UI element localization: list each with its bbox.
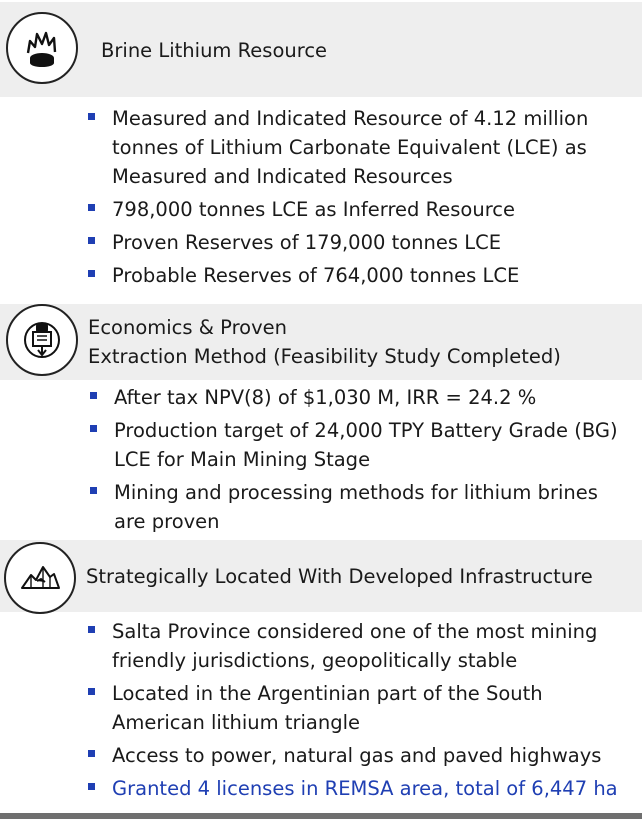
list-item: 798,000 tonnes LCE as Inferred Resource (86, 195, 606, 224)
list-item: Production target of 24,000 TPY Battery Grade (BG) LCE for Main Mining Stage (88, 416, 633, 474)
bottom-border (0, 813, 642, 819)
list-item: Located in the Argentinian part of the South American lithium triangle (86, 679, 636, 737)
list-item: Access to power, natural gas and paved highways (86, 741, 636, 770)
section-title-line: Strategically Located With Developed Infrastructure (86, 565, 593, 588)
section-title-economics (88, 313, 561, 371)
list-item: Probable Reserves of 764,000 tonnes LCE (86, 261, 606, 290)
mountain-landscape-icon (4, 542, 76, 614)
section-title-line: Brine Lithium Resource (101, 39, 328, 62)
list-item: After tax NPV(8) of $1,030 M, IRR = 24.2 % (88, 383, 633, 412)
bullet-list-economics (88, 383, 633, 540)
brine-deposit-icon (6, 12, 78, 84)
list-item: Measured and Indicated Resource of 4.12 million tonnes of Lithium Carbonate Equivalent (LCE) as Measured and Indicated Resources (86, 104, 606, 191)
section-title-brine (101, 36, 327, 65)
bullet-list-location (86, 617, 636, 807)
bullet-list-brine (86, 104, 606, 294)
section-title-location (86, 562, 593, 591)
extraction-drill-icon (6, 304, 78, 376)
list-item: Mining and processing methods for lithium brines are proven (88, 478, 633, 536)
list-item-highlight: Granted 4 licenses in REMSA area, total of 6,447 ha (86, 774, 636, 803)
section-title-line: Extraction Method (Feasibility Study Completed) (88, 345, 561, 368)
list-item: Proven Reserves of 179,000 tonnes LCE (86, 228, 606, 257)
list-item: Salta Province considered one of the most mining friendly jurisdictions, geopolitically stable (86, 617, 636, 675)
section-title-line: Economics & Proven (88, 316, 287, 339)
